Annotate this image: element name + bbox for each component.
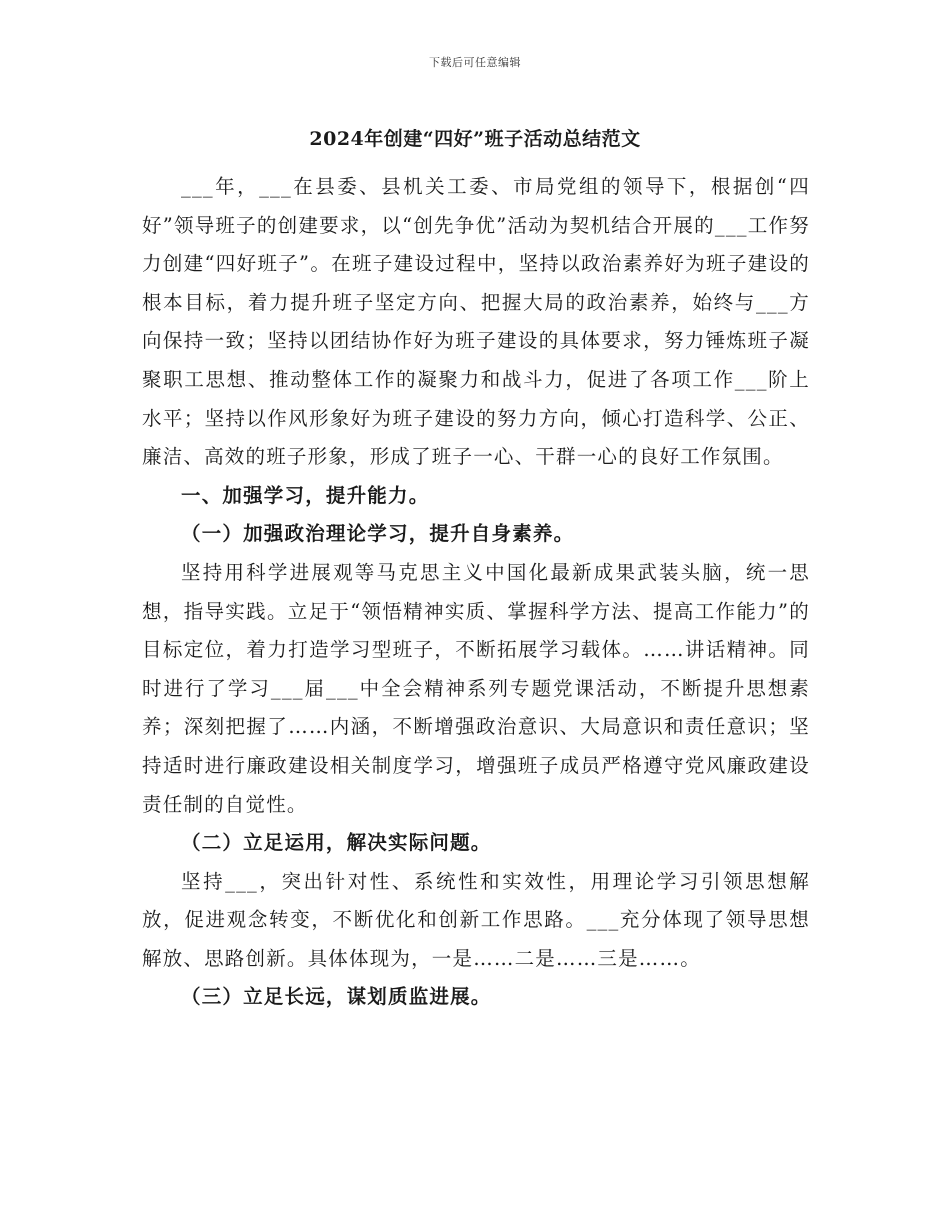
section-heading-1: 一、加强学习，提升能力。 [181,483,430,507]
subsection-heading-3: （三）立足长远，谋划质监进展。 [181,985,492,1009]
document-title: 2024年创建“四好”班子活动总结范文 [309,128,641,150]
subsection-heading-2: （二）立足运用，解决实际问题。 [181,831,492,855]
subsection-body-2: 坚持___，突出针对性、系统性和实效性，用理论学习引领思想解放，促进观念转变，不断优化和创新工作思路。___充分体现了领导思想解放、思路创新。具体体现为，一是……二是……三是……。 [142,869,810,970]
subsection-body-1: 坚持用科学进展观等马克思主义中国化最新成果武装头脑，统一思想，指导实践。立足于“领悟精神实质、掌握科学方法、提高工作能力”的目标定位，着力打造学习型班子，不断拓展学习载体。……讲话精神。同时进行了学习___届___中全会精神系列专题党课活动，不断提升思想素养；深刻把握了……内涵，不断增强政治意识、大局意识和责任意识；坚持适时进行廉政建设相关制度学习，增强班子成员严格遵守党风廉政建设责任制的自觉性。 [142,560,810,816]
header-note: 下载后可任意编辑 [429,56,521,69]
intro-paragraph: ___年，___在县委、县机关工委、市局党组的领导下，根据创“四好”领导班子的创建要求，以“创先争优”活动为契机结合开展的___工作努力创建“四好班子”。在班子建设过程中，坚持以政治素养好为班子建设的根本目标，着力提升班子坚定方向、把握大局的政治素养，始终与___方向保持一致；坚持以团结协作好为班子建设的具体要求，努力锤炼班子凝聚职工思想、推动整体工作的凝聚力和战斗力，促进了各项工作___阶上水平；坚持以作风形象好为班子建设的努力方向，倾心打造科学、公正、廉洁、高效的班子形象，形成了班子一心、干群一心的良好工作氛围。 [142,175,810,469]
subsection-heading-1: （一）加强政治理论学习，提升自身素养。 [181,522,575,546]
document-body [142,168,810,1017]
